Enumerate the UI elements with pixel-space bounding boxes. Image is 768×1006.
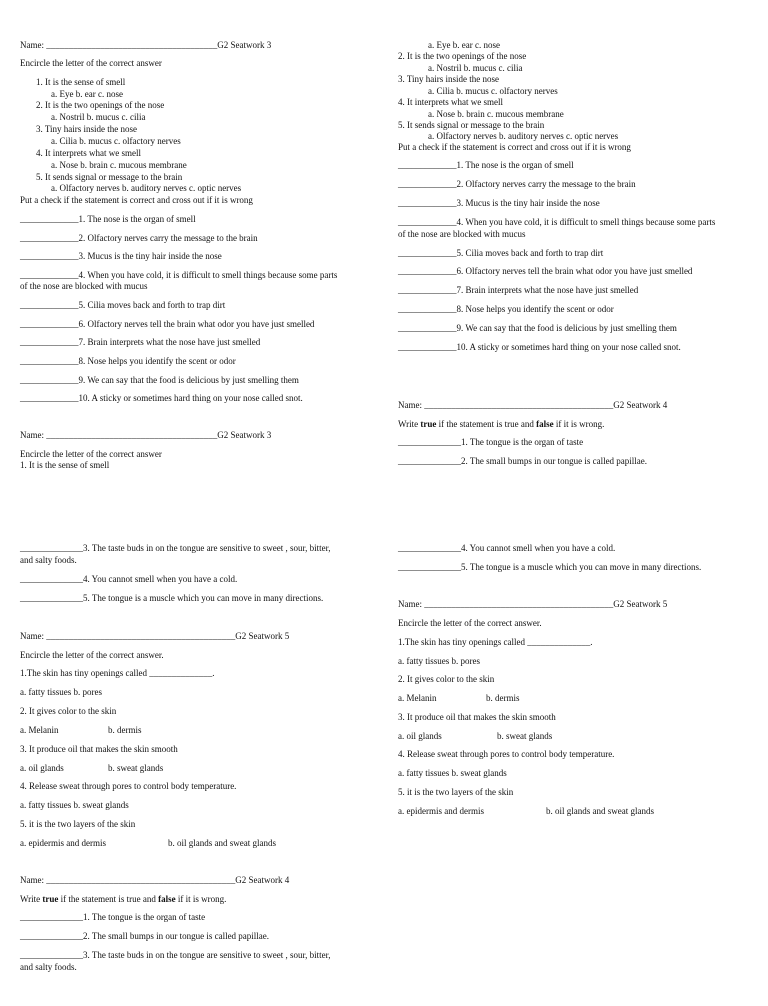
answer-option: b. dermis (486, 693, 520, 703)
instruction: Put a check if the statement is correct and cross out if it is wrong (20, 195, 253, 205)
statement: _____________2. Olfactory nerves carry the message to the brain (20, 233, 258, 243)
statement: _____________5. Cilia moves back and forth to trap dirt (20, 300, 226, 310)
question: 3. Tiny hairs inside the nose (398, 74, 500, 84)
answer-options: a. fatty tissues b. sweat glands (398, 768, 507, 778)
worksheet-title: Name: __________________________________________G2 Seatwork 4 (398, 400, 668, 410)
statement: _____________2. Olfactory nerves carry the message to the brain (398, 179, 636, 189)
question: 1. It is the sense of smell (36, 77, 126, 87)
statement-continued: of the nose are blocked with mucus (20, 281, 148, 291)
statement: ______________2. The small bumps in our tongue is called papillae. (20, 931, 270, 941)
statement: ______________3. The taste buds in on the tongue are sensitive to sweet , sour, bitter, (20, 950, 331, 960)
instruction: Encircle the letter of the correct answer. (398, 618, 542, 628)
answer-options: a. Eye b. ear c. nose (428, 40, 500, 50)
statement: _____________9. We can say that the food is delicious by just smelling them (398, 323, 677, 333)
instruction: Put a check if the statement is correct and cross out if it is wrong (398, 142, 631, 152)
statement-continued: of the nose are blocked with mucus (398, 229, 526, 239)
answer-options: a. Olfactory nerves b. auditory nerves c. optic nerves (51, 183, 242, 193)
worksheet-title: Name: __________________________________________G2 Seatwork 5 (398, 599, 668, 609)
answer-option: b. sweat glands (497, 731, 553, 741)
statement: _____________10. A sticky or sometimes hard thing on your nose called snot. (398, 342, 681, 352)
answer-option: a. Melanin (20, 725, 59, 735)
answer-options: a. Olfactory nerves b. auditory nerves c. optic nerves (428, 131, 619, 141)
question: 2. It gives color to the skin (398, 674, 495, 684)
statement: _____________9. We can say that the food is delicious by just smelling them (20, 375, 299, 385)
question: 5. it is the two layers of the skin (398, 787, 514, 797)
instruction-text: Write (20, 894, 43, 904)
question: 3. It produce oil that makes the skin smooth (20, 744, 178, 754)
statement: ______________1. The tongue is the organ of taste (398, 437, 584, 447)
answer-option: b. oil glands and sweat glands (546, 806, 654, 816)
answer-options: a. Nostril b. mucus c. cilia (51, 112, 146, 122)
question: 2. It is the two openings of the nose (398, 51, 527, 61)
statement: _____________7. Brain interprets what the nose have just smelled (20, 337, 261, 347)
worksheet-title: Name: ______________________________________G2 Seatwork 3 (20, 430, 272, 440)
keyword-true: true (42, 894, 59, 904)
question: 3. Tiny hairs inside the nose (36, 124, 138, 134)
question: 5. it is the two layers of the skin (20, 819, 136, 829)
statement: _____________8. Nose helps you identify the scent or odor (398, 304, 614, 314)
statement: ______________5. The tongue is a muscle which you can move in many directions. (20, 593, 324, 603)
instruction-text: if it is wrong. (553, 419, 605, 429)
statement: _____________8. Nose helps you identify the scent or odor (20, 356, 236, 366)
instruction-text: if the statement is true and (58, 894, 159, 904)
statement: ______________2. The small bumps in our tongue is called papillae. (398, 456, 648, 466)
keyword-false: false (158, 894, 176, 904)
question: 4. Release sweat through pores to control body temperature. (20, 781, 237, 791)
statement: ______________5. The tongue is a muscle which you can move in many directions. (398, 562, 702, 572)
statement: ______________4. You cannot smell when you have a cold. (20, 574, 238, 584)
keyword-true: true (420, 419, 437, 429)
answer-options: a. fatty tissues b. sweat glands (20, 800, 129, 810)
instruction: Encircle the letter of the correct answer (20, 58, 162, 68)
statement: ______________1. The tongue is the organ of taste (20, 912, 206, 922)
question: 4. Release sweat through pores to control body temperature. (398, 749, 615, 759)
answer-options: a. fatty tissues b. pores (398, 656, 480, 666)
answer-options: a. Cilia b. mucus c. olfactory nerves (51, 136, 181, 146)
answer-option: a. Melanin (398, 693, 437, 703)
question: 1. It is the sense of smell (20, 460, 110, 470)
question: 5. It sends signal or message to the brain (36, 172, 183, 182)
answer-options: a. Nose b. brain c. mucous membrane (51, 160, 187, 170)
instruction: Encircle the letter of the correct answer. (20, 650, 164, 660)
statement: _____________4. When you have cold, it is difficult to smell things because some parts (398, 217, 716, 227)
statement: _____________1. The nose is the organ of smell (398, 160, 574, 170)
answer-option: b. dermis (108, 725, 142, 735)
statement-continued: and salty foods. (20, 555, 77, 565)
statement: _____________5. Cilia moves back and forth to trap dirt (398, 248, 604, 258)
question: 1.The skin has tiny openings called ______________. (398, 637, 593, 647)
worksheet-title: Name: __________________________________________G2 Seatwork 4 (20, 875, 290, 885)
answer-option: b. oil glands and sweat glands (168, 838, 276, 848)
instruction (398, 419, 604, 430)
answer-options: a. Eye b. ear c. nose (51, 89, 123, 99)
question: 2. It gives color to the skin (20, 706, 117, 716)
question: 3. It produce oil that makes the skin smooth (398, 712, 556, 722)
answer-options: a. Nose b. brain c. mucous membrane (428, 109, 564, 119)
answer-options: a. fatty tissues b. pores (20, 687, 102, 697)
answer-options: a. Nostril b. mucus c. cilia (428, 63, 523, 73)
instruction-text: Write (398, 419, 421, 429)
statement: ______________3. The taste buds in on the tongue are sensitive to sweet , sour, bitter, (20, 543, 331, 553)
answer-option: a. epidermis and dermis (20, 838, 106, 848)
statement: _____________6. Olfactory nerves tell the brain what odor you have just smelled (398, 266, 693, 276)
statement-continued: and salty foods. (20, 962, 77, 972)
statement: _____________6. Olfactory nerves tell the brain what odor you have just smelled (20, 319, 315, 329)
question: 4. It interprets what we smell (36, 148, 141, 158)
worksheet-title: Name: ______________________________________G2 Seatwork 3 (20, 40, 272, 50)
statement: ______________4. You cannot smell when you have a cold. (398, 543, 616, 553)
question: 2. It is the two openings of the nose (36, 100, 165, 110)
answer-option: a. oil glands (398, 731, 442, 741)
question: 1.The skin has tiny openings called ______________. (20, 668, 215, 678)
answer-option: a. epidermis and dermis (398, 806, 484, 816)
statement: _____________7. Brain interprets what the nose have just smelled (398, 285, 639, 295)
instruction: Encircle the letter of the correct answer (20, 449, 162, 459)
statement: _____________3. Mucus is the tiny hair inside the nose (398, 198, 600, 208)
answer-option: b. sweat glands (108, 763, 164, 773)
statement: _____________1. The nose is the organ of smell (20, 214, 196, 224)
instruction-text: if the statement is true and (436, 419, 537, 429)
question: 5. It sends signal or message to the brain (398, 120, 545, 130)
statement: _____________10. A sticky or sometimes hard thing on your nose called snot. (20, 393, 303, 403)
answer-options: a. Cilia b. mucus c. olfactory nerves (428, 86, 558, 96)
worksheet-title: Name: __________________________________________G2 Seatwork 5 (20, 631, 290, 641)
answer-option: a. oil glands (20, 763, 64, 773)
statement: _____________4. When you have cold, it is difficult to smell things because some parts (20, 270, 338, 280)
instruction (20, 894, 226, 905)
keyword-false: false (536, 419, 554, 429)
question: 4. It interprets what we smell (398, 97, 503, 107)
instruction-text: if it is wrong. (175, 894, 227, 904)
statement: _____________3. Mucus is the tiny hair inside the nose (20, 251, 222, 261)
